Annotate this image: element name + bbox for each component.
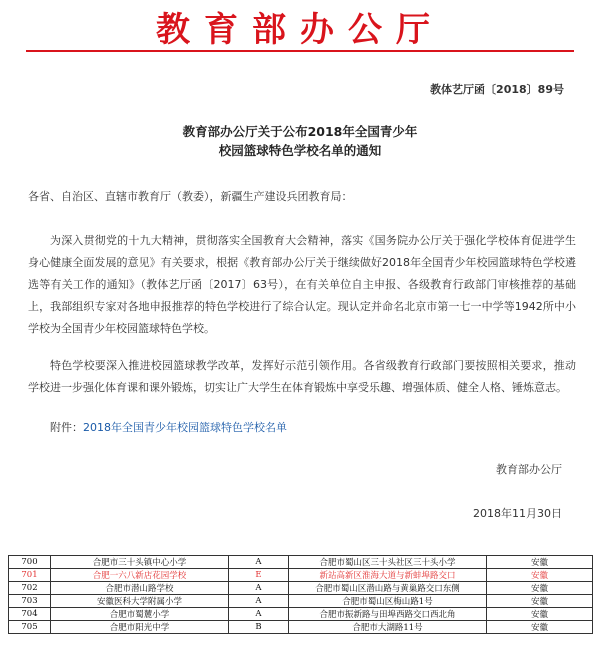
table-cell-name: 合肥市阳光中学 (51, 621, 229, 634)
table-cell-province: 安徽 (487, 608, 593, 621)
table-cell-grade: B (229, 621, 289, 634)
table-cell-address: 合肥市大湖路11号 (289, 621, 487, 634)
table-row (9, 608, 593, 621)
letterhead-rule (26, 50, 574, 52)
document-title-line2: 校园篮球特色学校名单的通知 (218, 143, 382, 158)
document-number: 教体艺厅函〔2018〕89号 (430, 83, 564, 96)
body-paragraph-1: 为深入贯彻党的十九大精神，贯彻落实全国教育大会精神，落实《国务院办公厅关于强化学校体育促进学生身心健康全面发展的意见》有关要求，根据《教育部办公厅关于继续做好2018年全国青少年校园篮球特色学校遴选等有关工作的通知》（教体艺厅函〔2017〕63号），在有关单位自主申报、各级教育行政部门审核推荐的基础上，我部组织专家对各地申报推荐的特色学校进行了综合认定。现认定并命名北京市第一七一中学等1942所中小学校为全国青少年校园篮球特色学校。 (28, 234, 576, 335)
table-row (9, 556, 593, 569)
table-cell-no: 704 (9, 608, 51, 621)
attachment-line (50, 419, 287, 435)
table-cell-province: 安徽 (487, 595, 593, 608)
body-paragraph-2: 特色学校要深入推进校园篮球教学改革，发挥好示范引领作用。各省级教育行政部门要按照相关要求，推动学校进一步强化体育课和课外锻炼，切实让广大学生在体育锻炼中享受乐趣、增强体质、健全人格、锤炼意志。 (28, 359, 576, 394)
salutation: 各省、自治区、直辖市教育厅（教委），新疆生产建设兵团教育局： (28, 190, 353, 203)
table-cell-no: 705 (9, 621, 51, 634)
table-cell-province: 安徽 (487, 621, 593, 634)
table-cell-name: 合肥市蜀麓小学 (51, 608, 229, 621)
document-title (0, 122, 600, 160)
table-cell-address: 新站高新区淮海大道与新蚌埠路交口 (289, 569, 487, 582)
table-row (9, 621, 593, 634)
table-cell-province: 安徽 (487, 582, 593, 595)
table-cell-grade: E (229, 569, 289, 582)
table-cell-province: 安徽 (487, 569, 593, 582)
table-cell-name: 合肥市三十头镇中心小学 (51, 556, 229, 569)
table-cell-grade: A (229, 556, 289, 569)
school-list-table (8, 555, 592, 634)
table-cell-no: 703 (9, 595, 51, 608)
table-row (9, 582, 593, 595)
table-cell-no: 701 (9, 569, 51, 582)
table-cell-name: 合肥市潜山路学校 (51, 582, 229, 595)
table-cell-grade: A (229, 595, 289, 608)
table-row (9, 595, 593, 608)
letterhead-title: 教育部办公厅 (156, 10, 444, 50)
table-row (9, 569, 593, 582)
table-cell-address: 合肥市蜀山区梅山路1号 (289, 595, 487, 608)
table-cell-name: 安徽医科大学附属小学 (51, 595, 229, 608)
table-cell-address: 合肥市振新路与田埠西路交口西北角 (289, 608, 487, 621)
signature-date: 2018年11月30日 (473, 507, 562, 520)
table-cell-grade: A (229, 582, 289, 595)
table-cell-address: 合肥市蜀山区潜山路与黄巢路交口东侧 (289, 582, 487, 595)
table-cell-no: 700 (9, 556, 51, 569)
attachment-link[interactable]: 2018年全国青少年校园篮球特色学校名单 (83, 421, 287, 434)
table-cell-grade: A (229, 608, 289, 621)
table-cell-name: 合肥一六八新店花园学校 (51, 569, 229, 582)
table-cell-province: 安徽 (487, 556, 593, 569)
attachment-label: 附件： (50, 421, 83, 434)
signature-organization: 教育部办公厅 (496, 463, 562, 476)
document-title-line1: 教育部办公厅关于公布2018年全国青少年 (182, 124, 418, 139)
table-cell-address: 合肥市蜀山区三十头社区三十头小学 (289, 556, 487, 569)
table-cell-no: 702 (9, 582, 51, 595)
